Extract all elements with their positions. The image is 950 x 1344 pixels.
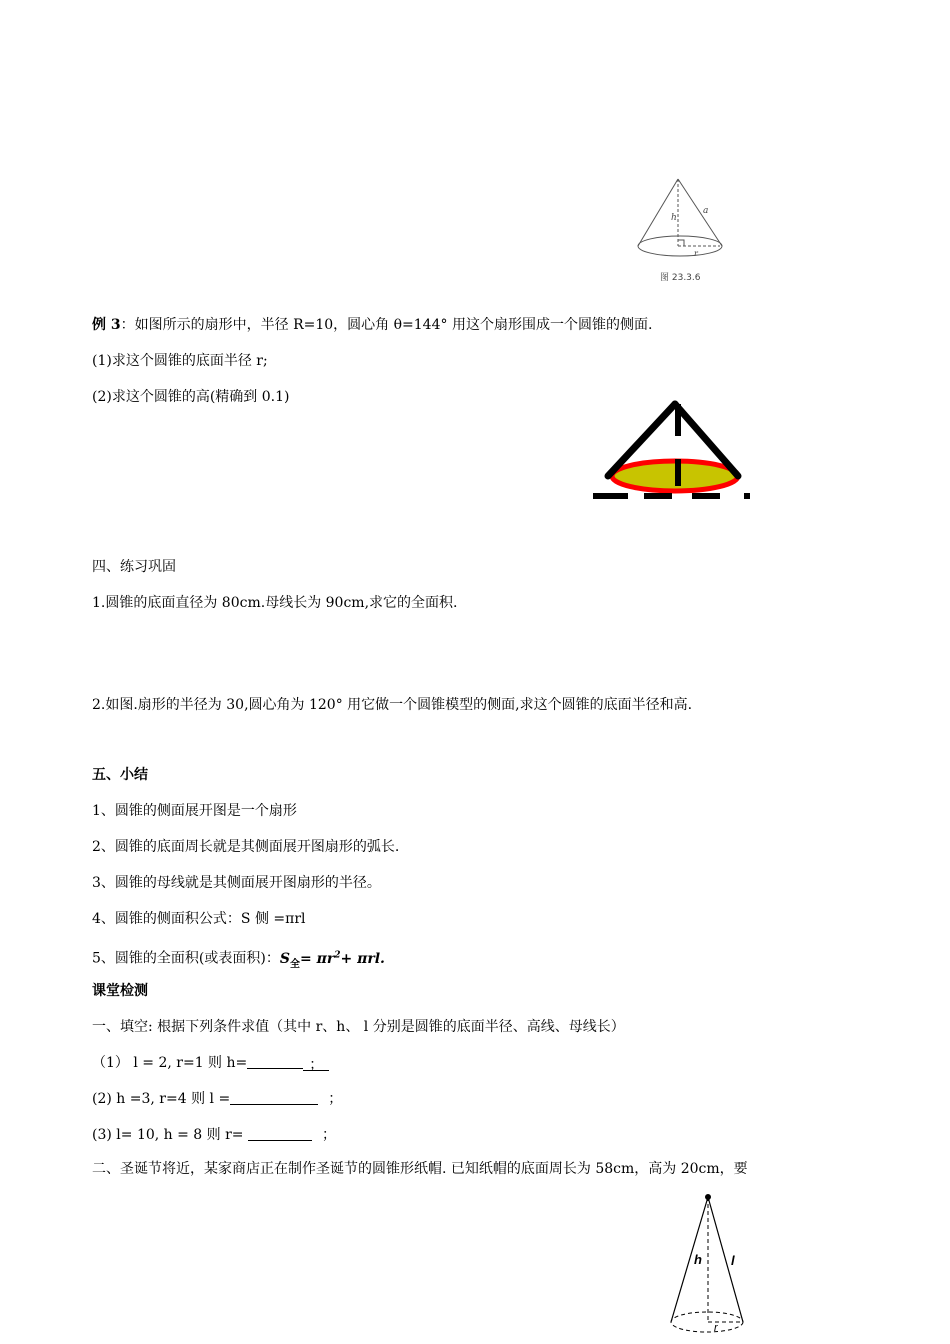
summary-item-3: 3、圆锥的母线就是其侧面展开图扇形的半径。 — [92, 875, 381, 891]
formula-eq: = πr — [299, 950, 335, 967]
practice-problem-1: 1.圆锥的底面直径为 80cm.母线长为 90cm,求它的全面积. — [92, 595, 458, 611]
summary-item-5 — [92, 946, 385, 973]
answer-blank-1[interactable] — [247, 1054, 303, 1069]
summary-item-5-prefix: 5、圆锥的全面积(或表面积)： — [92, 950, 280, 967]
fill-question-1-text: （1） l = 2, r=1 则 h= — [92, 1055, 248, 1071]
summary-item-1: 1、圆锥的侧面展开图是一个扇形 — [92, 803, 297, 819]
answer-blank-3[interactable] — [248, 1126, 312, 1141]
fill-question-3-end: ； — [322, 1127, 336, 1143]
label-l: l — [731, 1253, 735, 1268]
label-r: r — [694, 249, 698, 258]
check-title: 课堂检测 — [92, 983, 148, 999]
summary-item-2: 2、圆锥的底面周长就是其侧面展开图扇形的弧长. — [92, 839, 400, 855]
problem-2: 二、圣诞节将近，某家商店正在制作圣诞节的圆锥形纸帽. 已知纸帽的底面周长为 58cm，高为 20cm，要 — [92, 1161, 748, 1177]
example3-question-1: (1)求这个圆锥的底面半径 r; — [92, 353, 268, 369]
party-hat-cone-figure — [664, 1190, 760, 1340]
summary-item-4: 4、圆锥的侧面积公式：S 侧 =πrl — [92, 911, 306, 927]
fill-question-1 — [92, 1054, 329, 1072]
fill-question-2-text: (2) h =3, r=4 则 l = — [92, 1091, 231, 1107]
answer-blank-2[interactable] — [230, 1090, 318, 1105]
cone-figure-23-3-6 — [630, 172, 730, 284]
surface-area-formula — [279, 950, 385, 970]
formula-s: S — [279, 950, 290, 967]
example3-label: 例 3 — [92, 317, 121, 333]
label-r: r — [714, 1322, 718, 1334]
example3-text: ：如图所示的扇形中，半径 R=10，圆心角 θ=144° 用这个扇形围成一个圆锥的侧面. — [120, 317, 653, 333]
fill-question-2-end: ； — [328, 1091, 343, 1107]
example3-question-2: (2)求这个圆锥的高(精确到 0.1) — [92, 389, 290, 405]
section4-title: 四、练习巩固 — [92, 559, 176, 575]
label-h: h — [671, 213, 677, 223]
formula-sup: 2 — [334, 950, 341, 960]
label-a: a — [703, 206, 709, 216]
section5-title: 五、小结 — [92, 767, 148, 783]
fill-in-intro: 一、填空: 根据下列条件求值（其中 r、h、 l 分别是圆锥的底面半径、高线、母线长） — [92, 1019, 625, 1035]
label-h: h — [694, 1252, 702, 1267]
formula-sub: 全 — [289, 958, 300, 970]
fill-question-3-text: (3) l= 10, h = 8 则 r= — [92, 1127, 244, 1143]
figure-caption: 图 23.3.6 — [660, 273, 701, 283]
fill-question-1-end: ； — [303, 1056, 329, 1071]
formula-rest: + πrl. — [340, 950, 385, 967]
example3-statement — [92, 316, 652, 334]
fill-question-2 — [92, 1090, 342, 1108]
cone-figure-bold — [588, 396, 758, 504]
fill-question-3 — [92, 1126, 336, 1144]
practice-problem-2: 2.如图.扇形的半径为 30,圆心角为 120° 用它做一个圆锥模型的侧面,求这个圆锥的底面半径和高. — [92, 697, 693, 713]
